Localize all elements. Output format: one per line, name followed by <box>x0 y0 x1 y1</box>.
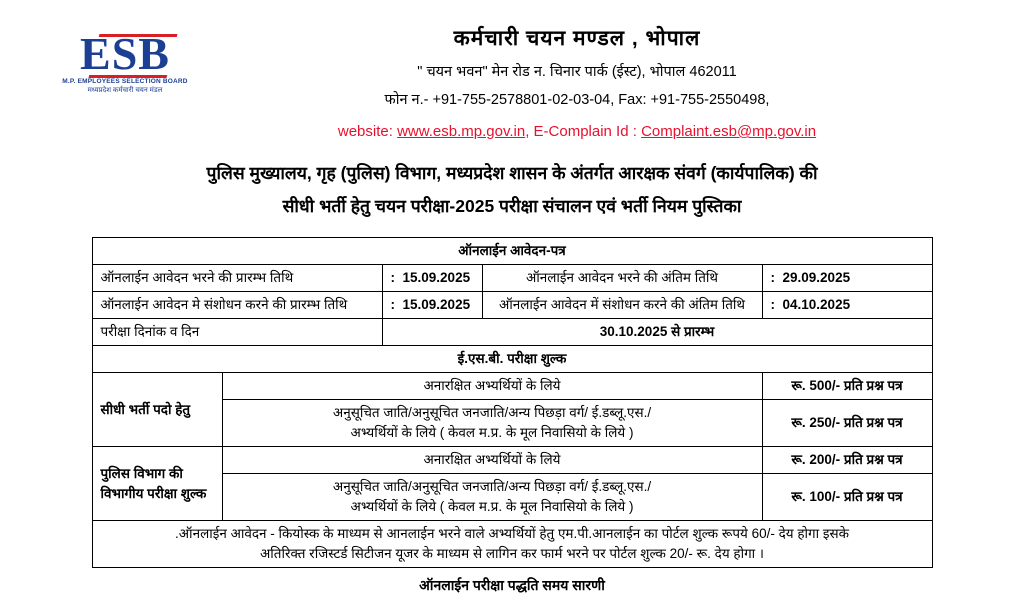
value-application-last-date <box>762 265 932 292</box>
ecomplain-email-link[interactable]: Complaint.esb@mp.gov.in <box>641 123 817 140</box>
organization-phone: फोन न.- +91-755-2578801-02-03-04, Fax: +91-755-2550498, <box>384 92 770 108</box>
label-exam-date: परीक्षा दिनांक व दिन <box>92 319 382 346</box>
exam-date-suffix: से प्रारम्भ <box>671 324 715 339</box>
date-1: 15.09.2025 <box>402 270 471 285</box>
portal-fee-note-line2: अतिरिक्त रजिस्टर्ड सिटीजन यूजर के माध्यम से लागिन कर फार्म भरने पर पोर्टल शुल्क 20/- रू. देय होगा । <box>259 546 765 561</box>
website-link[interactable]: www.esb.mp.gov.in <box>397 123 526 140</box>
fee-category-police-departmental: पुलिस विभाग की विभागीय परीक्षा शुल्क <box>92 447 222 521</box>
organization-name: कर्मचारी चयन मण्डल , भोपाल <box>453 27 701 50</box>
date-2: 29.09.2025 <box>782 270 851 285</box>
portal-fee-note <box>92 521 932 568</box>
table-row <box>92 238 932 265</box>
colon-1: : <box>390 270 395 285</box>
fee-desc-reserved-2-line2: अभ्यर्थियों के लिये ( केवल म.प्र. के मूल निवासियो के लिये ) <box>350 499 634 514</box>
logo-caption-english: M.P. EMPLOYEES SELECTION BOARD <box>62 78 188 85</box>
document-header <box>40 10 984 143</box>
colon-4: : <box>770 297 775 312</box>
header-text-block <box>210 24 984 143</box>
ecomplain-label: , E-Complain Id : <box>525 123 642 140</box>
value-application-start-date <box>382 265 482 292</box>
table-row <box>92 292 932 319</box>
section-header-online-application: ऑनलाईन आवेदन-पत्र <box>92 238 932 265</box>
fee-amount-unreserved-1: रू. 500/- प्रति प्रश्न पत्र <box>762 373 932 400</box>
portal-fee-note-line1: .ऑनलाईन आवेदन - कियोस्क के माध्यम से आनलाईन भरने वाले अभ्यर्थियों हेतु एम.पी.आनलाईन का पोर्टल शुल्क रूपये 60/- देय होगा इसके <box>175 526 849 541</box>
page-title-line-1: पुलिस मुख्यालय, गृह (पुलिस) विभाग, मध्यप्रदेश शासन के अंतर्गत आरक्षक संवर्ग (कार्यपालिक) की <box>206 163 818 183</box>
date-3: 15.09.2025 <box>402 297 471 312</box>
colon-3: : <box>390 297 395 312</box>
label-application-last-date: ऑनलाईन आवेदन भरने की अंतिम तिथि <box>482 265 762 292</box>
table-row <box>92 521 932 568</box>
schedule-fee-table <box>92 237 933 568</box>
organization-web-line <box>210 121 944 143</box>
value-correction-last-date <box>762 292 932 319</box>
footer-heading: ऑनलाईन परीक्षा पद्धति समय सारणी <box>419 577 605 593</box>
fee-amount-reserved-2: रू. 100/- प्रति प्रश्न पत्र <box>762 474 932 521</box>
fee-desc-unreserved-1: अनारक्षित अभ्यर्थियों के लिये <box>222 373 762 400</box>
exam-date-value: 30.10.2025 <box>599 324 668 339</box>
table-row <box>92 447 932 474</box>
value-exam-date <box>382 319 932 346</box>
fee-amount-unreserved-2: रू. 200/- प्रति प्रश्न पत्र <box>762 447 932 474</box>
page-title <box>40 157 984 223</box>
label-correction-last-date: ऑनलाईन आवेदन में संशोधन करने की अंतिम तिथि <box>482 292 762 319</box>
website-label: website: <box>337 123 398 140</box>
esb-logo-mark <box>80 28 170 79</box>
logo-caption-hindi: मध्यप्रदेश कर्मचारी चयन मंडल <box>87 87 163 94</box>
page-title-line-2: सीधी भर्ती हेतु चयन परीक्षा-2025 परीक्षा संचालन एवं भर्ती नियम पुस्तिका <box>282 196 742 216</box>
organization-address: " चयन भवन" मेन रोड न. चिनार पार्क (ईस्ट), भोपाल 462011 <box>417 64 737 80</box>
section-header-exam-fee: ई.एस.बी. परीक्षा शुल्क <box>92 346 932 373</box>
fee-category-direct-recruitment: सीधी भर्ती पदो हेतु <box>92 373 222 447</box>
table-row <box>92 265 932 292</box>
fee-amount-reserved-1: रू. 250/- प्रति प्रश्न पत्र <box>762 400 932 447</box>
fee-desc-unreserved-2: अनारक्षित अभ्यर्थियों के लिये <box>222 447 762 474</box>
fee-desc-reserved-1-line2: अभ्यर्थियों के लिये ( केवल म.प्र. के मूल निवासियो के लिये ) <box>350 425 634 440</box>
fee-desc-reserved-2-line1: अनुसूचित जाति/अनुसूचित जनजाति/अन्य पिछड़ा वर्ग/ ई.डब्लू.एस./ <box>332 479 652 494</box>
colon-2: : <box>770 270 775 285</box>
fee-desc-reserved-1-line1: अनुसूचित जाति/अनुसूचित जनजाति/अन्य पिछड़ा वर्ग/ ई.डब्लू.एस./ <box>332 405 652 420</box>
esb-logo <box>62 28 188 95</box>
fee-desc-reserved-2 <box>222 474 762 521</box>
label-correction-start-date: ऑनलाईन आवेदन मे संशोधन करने की प्रारम्भ तिथि <box>92 292 382 319</box>
value-correction-start-date <box>382 292 482 319</box>
table-row <box>92 346 932 373</box>
logo-container <box>40 24 210 95</box>
table-row <box>92 319 932 346</box>
date-4: 04.10.2025 <box>782 297 851 312</box>
fee-desc-reserved-1 <box>222 400 762 447</box>
label-application-start-date: ऑनलाईन आवेदन भरने की प्रारम्भ तिथि <box>92 265 382 292</box>
table-row <box>92 373 932 400</box>
esb-logo-text: ESB <box>80 28 170 79</box>
